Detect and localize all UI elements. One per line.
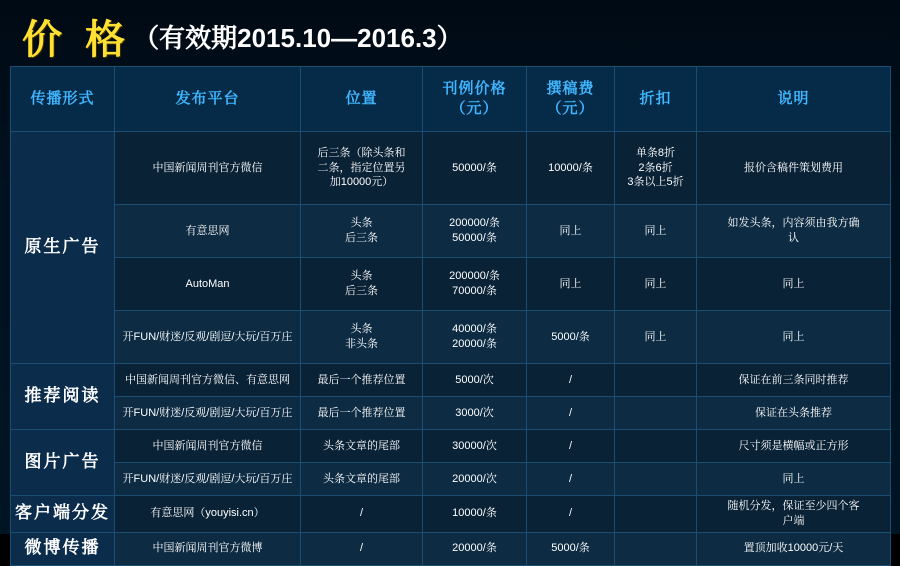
- cell-position: 头条文章的尾部: [301, 463, 423, 496]
- cell-note: 保证在前三条同时推荐: [697, 364, 891, 397]
- cell-discount: [615, 364, 697, 397]
- cell-discount: 同上: [615, 205, 697, 258]
- table-row: [11, 311, 891, 364]
- col-header-discount: 折扣: [615, 67, 697, 132]
- table-row: [11, 397, 891, 430]
- cell-position: 最后一个推荐位置: [301, 397, 423, 430]
- col-header-price: [423, 67, 527, 132]
- col-header-fee-line2: （元）: [546, 100, 595, 117]
- cell-platform: 中国新闻周刊官方微信: [115, 430, 301, 463]
- cell-discount: [615, 496, 697, 533]
- table-row: [11, 463, 891, 496]
- table-row: [11, 430, 891, 463]
- cell-fee: 同上: [527, 205, 615, 258]
- cell-note: 置顶加收10000元/天: [697, 532, 891, 565]
- cell-platform: 中国新闻周刊官方微信、有意思网: [115, 364, 301, 397]
- cell-price: 20000/条: [423, 532, 527, 565]
- cell-note: 尺寸须是横幅或正方形: [697, 430, 891, 463]
- cell-position: 头条 非头条: [301, 311, 423, 364]
- cell-platform: 开FUN/财迷/反观/剧逗/大玩/百万庄: [115, 311, 301, 364]
- table-header: [11, 67, 891, 132]
- cell-price: 50000/条: [423, 132, 527, 205]
- table-header-row: [11, 67, 891, 132]
- cell-price: 40000/条 20000/条: [423, 311, 527, 364]
- cell-fee: /: [527, 430, 615, 463]
- cell-note: 同上: [697, 311, 891, 364]
- row-group-label-4: 微博传播: [11, 532, 115, 565]
- cell-price: 5000/次: [423, 364, 527, 397]
- cell-note: 同上: [697, 463, 891, 496]
- cell-note: 随机分发，保证至少四个客 户端: [697, 496, 891, 533]
- table-row: [11, 496, 891, 533]
- cell-position: 最后一个推荐位置: [301, 364, 423, 397]
- col-header-platform: 发布平台: [115, 67, 301, 132]
- table-row: [11, 205, 891, 258]
- col-header-form: 传播形式: [11, 67, 115, 132]
- cell-platform: 开FUN/财迷/反观/剧逗/大玩/百万庄: [115, 463, 301, 496]
- cell-discount: [615, 532, 697, 565]
- cell-discount: [615, 397, 697, 430]
- table-row: [11, 532, 891, 565]
- row-group-label-3: 客户端分发: [11, 496, 115, 533]
- col-header-fee: [527, 67, 615, 132]
- row-group-label-2: 图片广告: [11, 430, 115, 496]
- cell-price: 200000/条 70000/条: [423, 258, 527, 311]
- row-group-label-1: 推荐阅读: [11, 364, 115, 430]
- cell-discount: [615, 430, 697, 463]
- cell-position: 头条 后三条: [301, 258, 423, 311]
- cell-position: 后三条（除头条和 二条，指定位置另 加10000元）: [301, 132, 423, 205]
- cell-fee: 5000/条: [527, 532, 615, 565]
- row-group-label-0: 原生广告: [11, 132, 115, 364]
- cell-platform: 有意思网: [115, 205, 301, 258]
- cell-discount: 同上: [615, 258, 697, 311]
- col-header-note: 说明: [697, 67, 891, 132]
- cell-price: 10000/条: [423, 496, 527, 533]
- cell-fee: 同上: [527, 258, 615, 311]
- cell-note: 同上: [697, 258, 891, 311]
- cell-discount: 同上: [615, 311, 697, 364]
- page-title-main: 价 格: [22, 17, 132, 62]
- cell-price: 30000/次: [423, 430, 527, 463]
- col-header-price-line2: （元）: [450, 100, 499, 117]
- cell-discount: [615, 463, 697, 496]
- cell-price: 20000/次: [423, 463, 527, 496]
- cell-fee: 10000/条: [527, 132, 615, 205]
- cell-platform: 开FUN/财迷/反观/剧逗/大玩/百万庄: [115, 397, 301, 430]
- price-table: [10, 66, 891, 566]
- page-title-sub: （有效期2015.10—2016.3）: [133, 22, 463, 53]
- cell-platform: 中国新闻周刊官方微信: [115, 132, 301, 205]
- table-row: [11, 132, 891, 205]
- table-row: [11, 258, 891, 311]
- cell-fee: /: [527, 397, 615, 430]
- cell-position: 头条 后三条: [301, 205, 423, 258]
- cell-price: 200000/条 50000/条: [423, 205, 527, 258]
- cell-note: 保证在头条推荐: [697, 397, 891, 430]
- cell-position: /: [301, 496, 423, 533]
- table-body: [11, 132, 891, 566]
- cell-fee: 5000/条: [527, 311, 615, 364]
- cell-note: 如发头条，内容须由我方确 认: [697, 205, 891, 258]
- col-header-price-line1: 刊例价格: [442, 79, 507, 97]
- cell-fee: /: [527, 496, 615, 533]
- col-header-fee-line1: 撰稿费: [546, 79, 595, 97]
- cell-price: 3000/次: [423, 397, 527, 430]
- cell-note: 报价含稿件策划费用: [697, 132, 891, 205]
- cell-fee: /: [527, 463, 615, 496]
- cell-platform: 有意思网（youyisi.cn）: [115, 496, 301, 533]
- cell-position: /: [301, 532, 423, 565]
- cell-discount: 单条8折 2条6折 3条以上5折: [615, 132, 697, 205]
- cell-platform: AutoMan: [115, 258, 301, 311]
- col-header-position: 位置: [301, 67, 423, 132]
- table-row: [11, 364, 891, 397]
- cell-fee: /: [527, 364, 615, 397]
- cell-platform: 中国新闻周刊官方微博: [115, 532, 301, 565]
- page-title: [22, 12, 890, 60]
- cell-position: 头条文章的尾部: [301, 430, 423, 463]
